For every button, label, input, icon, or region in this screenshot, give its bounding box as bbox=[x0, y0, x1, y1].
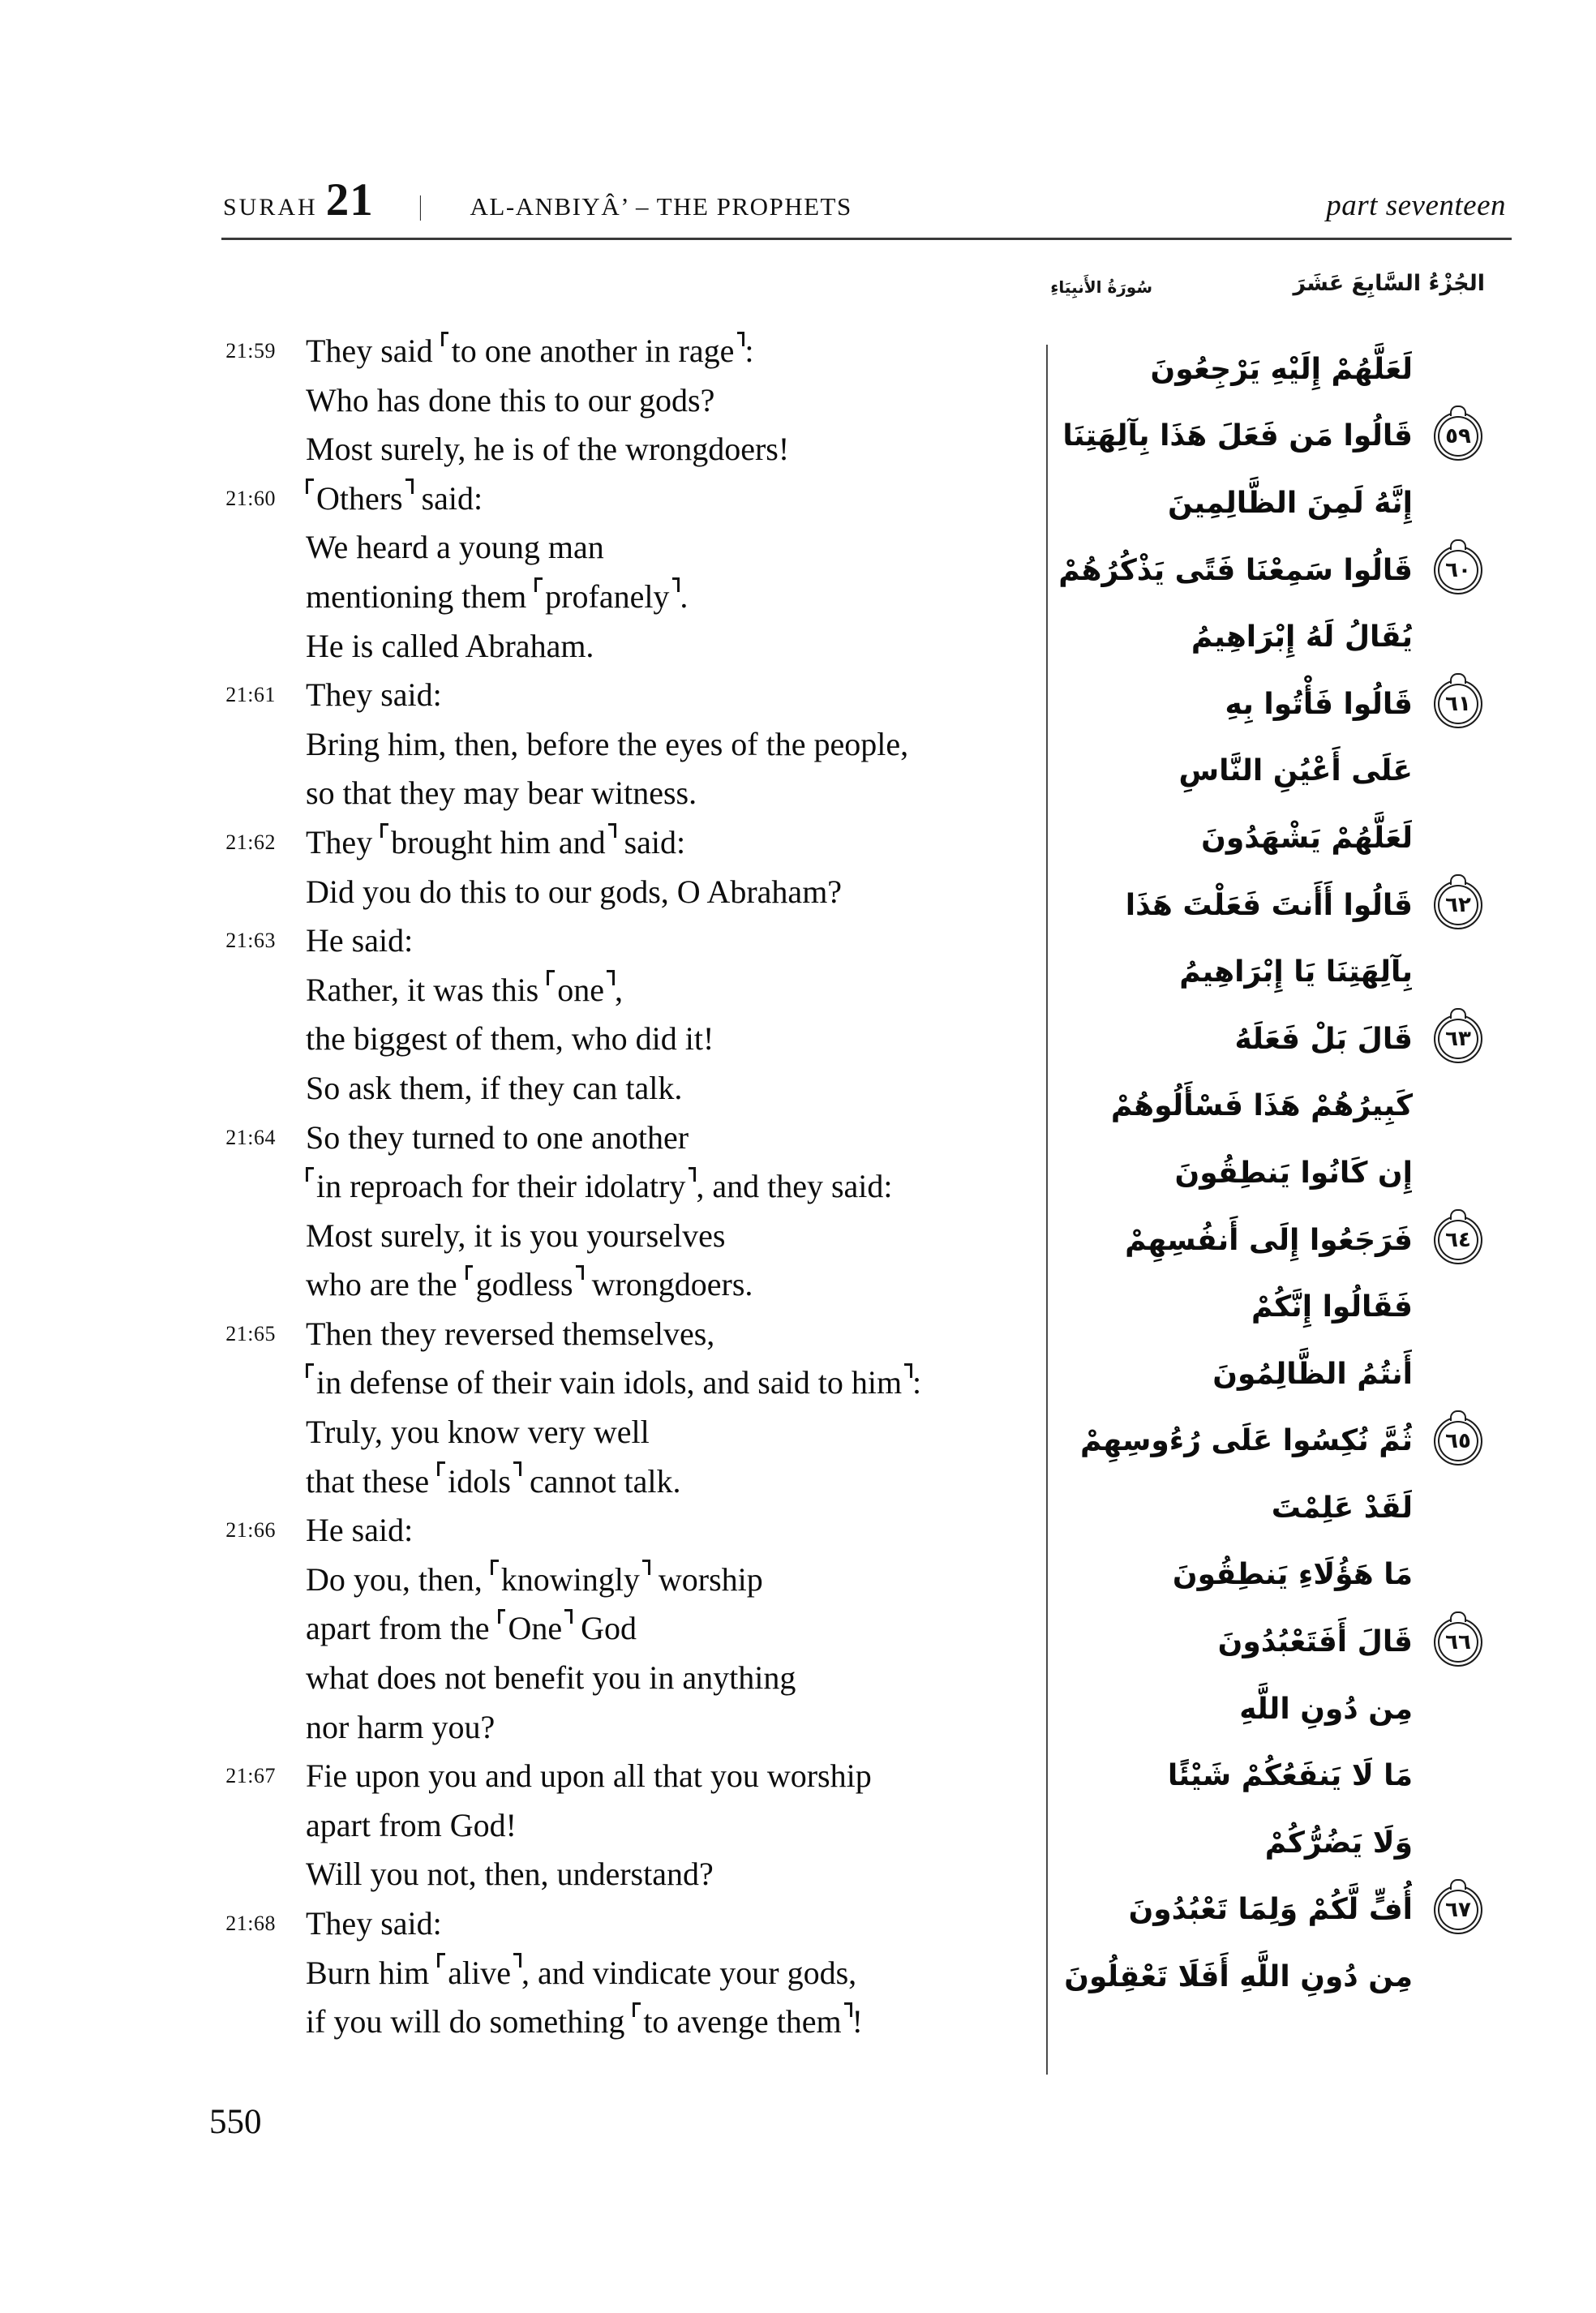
medallion-number: ٦٦ bbox=[1445, 1629, 1471, 1654]
english-verse-line bbox=[219, 1949, 1042, 1998]
english-verse-line bbox=[219, 1703, 1042, 1753]
arabic-verse-text: قَالُوا سَمِعْنَا فَتًى يَذْكُرُهُمْ bbox=[1058, 553, 1413, 587]
open-half-bracket bbox=[466, 1265, 474, 1280]
open-half-bracket bbox=[491, 1560, 499, 1574]
arabic-verse-text: كَبِيرُهُمْ هَذَا فَسْأَلُوهُمْ bbox=[1110, 1089, 1413, 1123]
arabic-verse-text: ثُمَّ نُكِسُوا عَلَى رُءُوسِهِمْ bbox=[1080, 1424, 1413, 1458]
english-verse-line bbox=[219, 1850, 1042, 1899]
verse-number-label: 21:59 bbox=[225, 339, 276, 363]
open-half-bracket bbox=[306, 1363, 314, 1378]
arabic-verse-text: مَا هَؤُلَاءِ يَنطِقُونَ bbox=[1172, 1558, 1413, 1592]
arabic-verse-line bbox=[1046, 1073, 1484, 1140]
arabic-verse-line bbox=[1046, 1608, 1484, 1676]
surah-heading bbox=[223, 174, 852, 226]
arabic-verse-text: لَعَلَّهُمْ يَشْهَدُونَ bbox=[1201, 821, 1413, 855]
arabic-verse-line bbox=[1046, 470, 1484, 537]
english-verse-line bbox=[219, 1015, 1042, 1064]
surah-name-calligraphy: سُورَةُ الأَنبِيَاءِ bbox=[1050, 277, 1152, 297]
verse-number-medallion bbox=[1434, 546, 1482, 594]
arabic-verse-text: مِن دُونِ اللَّهِ bbox=[1239, 1692, 1413, 1726]
english-verse-line bbox=[219, 573, 1042, 622]
close-half-bracket bbox=[564, 1609, 573, 1624]
medallion-number: ٥٩ bbox=[1445, 423, 1471, 448]
open-half-bracket bbox=[380, 823, 388, 838]
verse-number-label: 21:65 bbox=[225, 1321, 276, 1345]
arabic-verse-line bbox=[1046, 1341, 1484, 1408]
juz-calligraphy: الجُزْءُ السَّابِعَ عَشَرَ bbox=[1293, 271, 1485, 296]
verse-text: Do you, then, knowingly worship bbox=[306, 1560, 763, 1598]
english-verse-line bbox=[219, 818, 1042, 868]
verse-text: mentioning them profanely . bbox=[306, 577, 689, 615]
close-half-bracket bbox=[405, 478, 414, 493]
arabic-verse-text: قَالُوا فَأْتُوا بِهِ bbox=[1225, 687, 1413, 721]
verse-number-medallion bbox=[1434, 1216, 1482, 1264]
verse-text: apart from God! bbox=[306, 1806, 517, 1843]
english-verse-line bbox=[219, 1212, 1042, 1261]
verse-number-label: 21:63 bbox=[225, 929, 276, 953]
verse-text: They said: bbox=[306, 676, 442, 714]
verse-text: Will you not, then, understand? bbox=[306, 1856, 714, 1893]
verse-text: Who has done this to our gods? bbox=[306, 381, 715, 418]
arabic-verse-line bbox=[1046, 1877, 1484, 1944]
english-verse-line bbox=[219, 1260, 1042, 1310]
verse-text: So ask them, if they can talk. bbox=[306, 1069, 683, 1106]
verse-number-label: 21:62 bbox=[225, 830, 276, 854]
arabic-verse-line bbox=[1046, 1943, 1484, 2010]
arabic-verse-line bbox=[1046, 872, 1484, 939]
page-number: 550 bbox=[209, 2103, 262, 2141]
verse-number-label: 21:60 bbox=[225, 486, 276, 510]
header-rule bbox=[221, 238, 1512, 240]
close-half-bracket bbox=[844, 2002, 852, 2017]
close-half-bracket bbox=[607, 970, 615, 985]
verse-text: They brought him and said: bbox=[306, 823, 686, 860]
arabic-verse-text: إِن كَانُوا يَنطِقُونَ bbox=[1174, 1156, 1413, 1190]
arabic-text-column bbox=[1046, 336, 1484, 2010]
close-half-bracket bbox=[689, 1167, 697, 1182]
arabic-verse-line bbox=[1046, 671, 1484, 738]
medallion-number: ٦٢ bbox=[1445, 893, 1471, 918]
english-translation-column bbox=[219, 327, 1042, 2047]
english-verse-line bbox=[219, 376, 1042, 426]
close-half-bracket bbox=[513, 1953, 521, 1968]
verse-text: in defense of their vain idols, and said to him : bbox=[306, 1358, 921, 1408]
arabic-verse-text: قَالَ أَفَتَعْبُدُونَ bbox=[1217, 1625, 1413, 1659]
arabic-verse-line bbox=[1046, 1207, 1484, 1274]
english-verse-line bbox=[219, 1899, 1042, 1949]
verse-number-label: 21:68 bbox=[225, 1912, 276, 1935]
arabic-verse-text: وَلَا يَضُرُّكُمْ bbox=[1264, 1826, 1413, 1860]
verse-text: Did you do this to our gods, O Abraham? bbox=[306, 873, 843, 910]
open-half-bracket bbox=[534, 577, 543, 592]
verse-text: He is called Abraham. bbox=[306, 627, 594, 664]
surah-number: 21 bbox=[325, 174, 374, 225]
arabic-verse-text: لَعَلَّهُمْ إِلَيْهِ يَرْجِعُونَ bbox=[1150, 352, 1413, 386]
arabic-verse-text: فَقَالُوا إِنَّكُمْ bbox=[1251, 1290, 1413, 1324]
medallion-number: ٦٤ bbox=[1445, 1228, 1471, 1253]
english-verse-line bbox=[219, 1506, 1042, 1556]
english-verse-line bbox=[219, 425, 1042, 474]
verse-number-medallion bbox=[1434, 1886, 1482, 1934]
arabic-verse-text: مِن دُونِ اللَّهِ أَفَلَا تَعْقِلُونَ bbox=[1064, 1960, 1413, 1994]
arabic-verse-line bbox=[1046, 1809, 1484, 1877]
english-verse-line bbox=[219, 1998, 1042, 2047]
verse-number-medallion bbox=[1434, 1618, 1482, 1667]
medallion-number: ٦٧ bbox=[1445, 1897, 1471, 1922]
verse-text: so that they may bear witness. bbox=[306, 775, 697, 812]
arabic-verse-text: فَرَجَعُوا إِلَى أَنفُسِهِمْ bbox=[1125, 1223, 1413, 1257]
arabic-verse-line bbox=[1046, 738, 1484, 805]
english-verse-line bbox=[219, 1358, 1042, 1408]
arabic-verse-text: عَلَى أَعْيُنِ النَّاسِ bbox=[1178, 754, 1413, 788]
english-verse-line bbox=[219, 868, 1042, 917]
english-verse-line bbox=[219, 966, 1042, 1015]
close-half-bracket bbox=[576, 1265, 584, 1280]
verse-text: that these idols cannot talk. bbox=[306, 1462, 681, 1500]
english-verse-line bbox=[219, 1604, 1042, 1654]
arabic-verse-text: أَنتُمُ الظَّالِمُونَ bbox=[1212, 1357, 1413, 1391]
verse-text: He said: bbox=[306, 922, 414, 959]
arabic-verse-line bbox=[1046, 1408, 1484, 1475]
arabic-verse-line bbox=[1046, 1006, 1484, 1073]
english-verse-line bbox=[219, 1408, 1042, 1457]
surah-title: AL-ANBIYÂ’ – THE PROPHETS bbox=[470, 192, 852, 221]
arabic-verse-text: يُقَالُ لَهُ إِبْرَاهِيمُ bbox=[1191, 620, 1413, 654]
arabic-verse-line bbox=[1046, 1542, 1484, 1609]
verse-number-label: 21:67 bbox=[225, 1764, 276, 1788]
close-half-bracket bbox=[642, 1560, 650, 1574]
arabic-verse-line bbox=[1046, 1474, 1484, 1542]
arabic-verse-text: مَا لَا يَنفَعُكُمْ شَيْئًا bbox=[1167, 1759, 1413, 1793]
english-verse-line bbox=[219, 769, 1042, 818]
open-half-bracket bbox=[633, 2002, 641, 2017]
arabic-verse-line bbox=[1046, 1273, 1484, 1341]
english-verse-line bbox=[219, 671, 1042, 720]
verse-text: Rather, it was this one , bbox=[306, 971, 623, 1008]
verse-text: Burn him alive , and vindicate your gods, bbox=[306, 1954, 857, 1991]
verse-text: He said: bbox=[306, 1512, 414, 1549]
open-half-bracket bbox=[437, 1953, 445, 1968]
english-verse-line bbox=[219, 474, 1042, 524]
verse-text: Truly, you know very well bbox=[306, 1414, 650, 1451]
english-verse-line bbox=[219, 1064, 1042, 1114]
arabic-verse-text: أُفٍّ لَّكُمْ وَلِمَا تَعْبُدُونَ bbox=[1128, 1893, 1413, 1927]
arabic-verse-line bbox=[1046, 1139, 1484, 1207]
arabic-verse-text: إِنَّهُ لَمِنَ الظَّالِمِينَ bbox=[1168, 486, 1413, 520]
verse-text: Fie upon you and upon all that you worship bbox=[306, 1757, 872, 1795]
close-half-bracket bbox=[672, 577, 680, 592]
english-verse-line bbox=[219, 1310, 1042, 1359]
arabic-verse-line bbox=[1046, 603, 1484, 671]
verse-text: apart from the One God bbox=[306, 1610, 637, 1647]
medallion-number: ٦٣ bbox=[1445, 1027, 1471, 1052]
arabic-verse-text: لَقَدْ عَلِمْتَ bbox=[1271, 1491, 1413, 1525]
verse-number-medallion bbox=[1434, 412, 1482, 461]
medallion-number: ٦٠ bbox=[1445, 558, 1471, 583]
open-half-bracket bbox=[306, 478, 314, 493]
medallion-number: ٦١ bbox=[1445, 692, 1471, 717]
verse-text: what does not benefit you in anything bbox=[306, 1659, 796, 1697]
english-verse-line bbox=[219, 1457, 1042, 1507]
english-verse-line bbox=[219, 1654, 1042, 1703]
english-verse-line bbox=[219, 1752, 1042, 1801]
open-half-bracket bbox=[306, 1167, 314, 1182]
surah-word: SURAH bbox=[223, 194, 318, 221]
verse-number-medallion bbox=[1434, 680, 1482, 728]
arabic-verse-line bbox=[1046, 1742, 1484, 1809]
verse-text: nor harm you? bbox=[306, 1708, 496, 1745]
verse-number-label: 21:64 bbox=[225, 1125, 276, 1149]
arabic-verse-line bbox=[1046, 938, 1484, 1006]
header-separator: | bbox=[418, 191, 423, 221]
part-label: part seventeen bbox=[1326, 189, 1506, 222]
verse-text: who are the godless wrongdoers. bbox=[306, 1266, 753, 1303]
english-verse-line bbox=[219, 916, 1042, 966]
close-half-bracket bbox=[608, 823, 616, 838]
english-verse-line bbox=[219, 1114, 1042, 1163]
close-half-bracket bbox=[737, 332, 745, 346]
open-half-bracket bbox=[547, 970, 555, 985]
arabic-verse-text: قَالَ بَلْ فَعَلَهُ bbox=[1234, 1022, 1413, 1056]
verse-text: They said to one another in rage : bbox=[306, 333, 754, 369]
open-half-bracket bbox=[498, 1609, 506, 1624]
verse-number-medallion bbox=[1434, 881, 1482, 929]
verse-number-medallion bbox=[1434, 1015, 1482, 1063]
arabic-verse-text: قَالُوا مَن فَعَلَ هَذَا بِآلِهَتِنَا bbox=[1062, 419, 1413, 453]
english-verse-line bbox=[219, 523, 1042, 573]
english-verse-line bbox=[219, 327, 1042, 376]
verse-text: We heard a young man bbox=[306, 529, 604, 566]
verse-text: Most surely, it is you yourselves bbox=[306, 1217, 726, 1254]
open-half-bracket bbox=[441, 332, 449, 346]
verse-text: Most surely, he is of the wrongdoers! bbox=[306, 431, 790, 468]
arabic-verse-line bbox=[1046, 403, 1484, 470]
verse-number-label: 21:66 bbox=[225, 1518, 276, 1543]
arabic-verse-line bbox=[1046, 805, 1484, 872]
verse-text: Bring him, then, before the eyes of the people, bbox=[306, 725, 909, 762]
verse-text: if you will do something to avenge them ! bbox=[306, 2003, 863, 2041]
verse-text: Then they reversed themselves, bbox=[306, 1315, 715, 1352]
english-verse-line bbox=[219, 1556, 1042, 1605]
arabic-verse-text: بِآلِهَتِنَا يَا إِبْرَاهِيمُ bbox=[1179, 955, 1413, 989]
verse-text: in reproach for their idolatry , and they said: bbox=[306, 1162, 893, 1212]
english-verse-line bbox=[219, 1162, 1042, 1212]
open-half-bracket bbox=[437, 1461, 445, 1476]
english-verse-line bbox=[219, 1801, 1042, 1851]
english-verse-line bbox=[219, 622, 1042, 672]
verse-number-medallion bbox=[1434, 1417, 1482, 1465]
arabic-verse-line bbox=[1046, 336, 1484, 403]
arabic-verse-text: قَالُوا أَأَنتَ فَعَلْتَ هَذَا bbox=[1125, 888, 1413, 922]
verse-number-label: 21:61 bbox=[225, 683, 276, 707]
medallion-number: ٦٥ bbox=[1445, 1428, 1471, 1453]
arabic-verse-line bbox=[1046, 1676, 1484, 1743]
close-half-bracket bbox=[904, 1363, 912, 1378]
page-header bbox=[223, 174, 1506, 226]
arabic-verse-line bbox=[1046, 537, 1484, 604]
verse-text: They said: bbox=[306, 1905, 442, 1942]
verse-text: So they turned to one another bbox=[306, 1118, 689, 1156]
english-verse-line bbox=[219, 720, 1042, 770]
close-half-bracket bbox=[513, 1461, 521, 1476]
verse-text: Others said: bbox=[306, 474, 483, 524]
verse-text: the biggest of them, who did it! bbox=[306, 1020, 714, 1058]
